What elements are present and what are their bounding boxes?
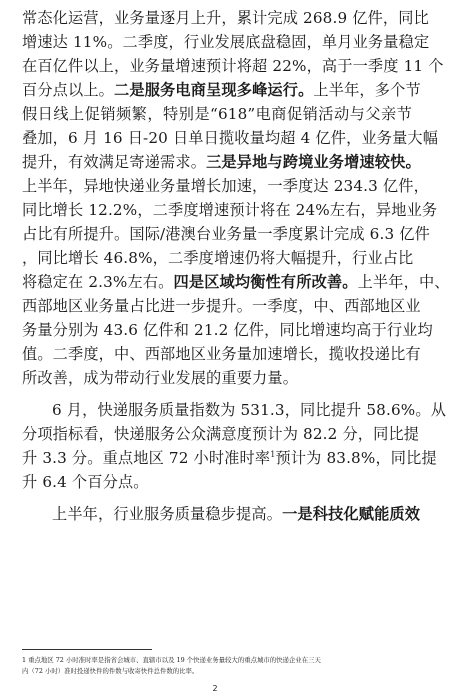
- text-span: ，同比增长 46.8%，二季度增速仍将大幅提升，行业占比: [22, 249, 414, 267]
- text-line: [22, 470, 412, 494]
- text-line: [22, 54, 444, 78]
- text-line: [22, 30, 430, 54]
- text-line: [22, 6, 429, 30]
- text-span: 升 6.4 个百分点。: [22, 473, 149, 491]
- text-line: [22, 126, 439, 150]
- text-span: 同比增长 12.2%，二季度增速预计将在 24%左右，异地业务: [22, 201, 438, 219]
- footnote-line-1: 1 重点地区 72 小时准时率是指省会城市、直辖市以及 19 个快递业务量较大的重点城市的快递企业在三天: [22, 656, 321, 664]
- text-span: 占比有所提升。国际/港澳台业务量一季度累计完成 6.3 亿件: [22, 225, 430, 243]
- text-line: [22, 78, 421, 102]
- footnote-ref: 1: [270, 449, 276, 459]
- text-span: 在百亿件以上，业务量增速预计将超 22%，高于一季度 11 个: [22, 57, 444, 75]
- text-span: 常态化运营，业务量逐月上升，累计完成 268.9 亿件，同比: [22, 9, 429, 27]
- page-number: 2: [212, 684, 218, 693]
- text-span: 西部地区业务量占比进一步提升。一季度，中、西部地区业: [22, 297, 421, 315]
- bold-heading-text: 三是异地与跨境业务增速较快。: [206, 153, 421, 171]
- text-span: 叠加，6 月 16 日-20 日单日揽收量均超 4 亿件，业务量大幅: [22, 129, 439, 147]
- bold-heading-text: 一是科技化赋能质效: [282, 505, 421, 523]
- text-span: 所改善，成为带动行业发展的重要力量。: [22, 369, 299, 387]
- text-span: 值。二季度，中、西部地区业务量加速增长，揽收投递比有: [22, 345, 421, 363]
- text-span: 假日线上促销频繁，特别是“618”电商促销活动与父亲节: [22, 105, 412, 123]
- text-line: [22, 198, 438, 222]
- text-span: 上半年，异地快递业务量增长加速，一季度达 234.3 亿件，: [22, 177, 429, 195]
- footnote-divider: [22, 649, 152, 650]
- text-span: 分项指标看，快递服务公众满意度预计为 82.2 分，同比提: [22, 425, 420, 443]
- bold-heading-text: 二是服务电商呈现多峰运行。: [114, 81, 314, 99]
- text-line: [22, 246, 412, 270]
- text-span: 上半年，行业服务质量稳步提高。: [52, 505, 283, 523]
- text-line: [22, 102, 412, 126]
- text-span: 将稳定在 2.3%左右。: [22, 273, 174, 291]
- text-span: 升 3.3 分。重点地区 72 小时准时率: [22, 449, 271, 467]
- text-line: [22, 342, 421, 366]
- text-line: [22, 294, 421, 318]
- text-line: [22, 150, 421, 174]
- footnote-line-2: 内（72 小时）准时投递快件的件数与收寄快件总件数的比率。: [22, 667, 199, 675]
- text-line: [52, 398, 447, 422]
- text-line: [22, 222, 430, 246]
- text-span: 6 月，快递服务质量指数为 531.3，同比提升 58.6%。从: [52, 401, 447, 419]
- text-span: 预计为 83.8%，同比提: [275, 449, 437, 467]
- text-line: [22, 446, 437, 470]
- text-line: [22, 366, 412, 390]
- text-span: 百分点以上。: [22, 81, 115, 99]
- bold-heading-text: 四是区域均衡性有所改善。: [173, 273, 358, 291]
- text-line: [52, 502, 421, 526]
- text-span: 上半年，多个节: [313, 81, 421, 99]
- text-span: 务量分别为 43.6 亿件和 21.2 亿件，同比增速均高于行业均: [22, 321, 433, 339]
- text-line: [22, 270, 450, 294]
- text-line: [22, 422, 420, 446]
- text-line: [22, 174, 429, 198]
- text-span: 增速达 11%。二季度，行业发展底盘稳固，单月业务量稳定: [22, 33, 430, 51]
- text-line: [22, 318, 433, 342]
- text-span: 提升，有效满足寄递需求。: [22, 153, 207, 171]
- text-span: 上半年，中、: [357, 273, 450, 291]
